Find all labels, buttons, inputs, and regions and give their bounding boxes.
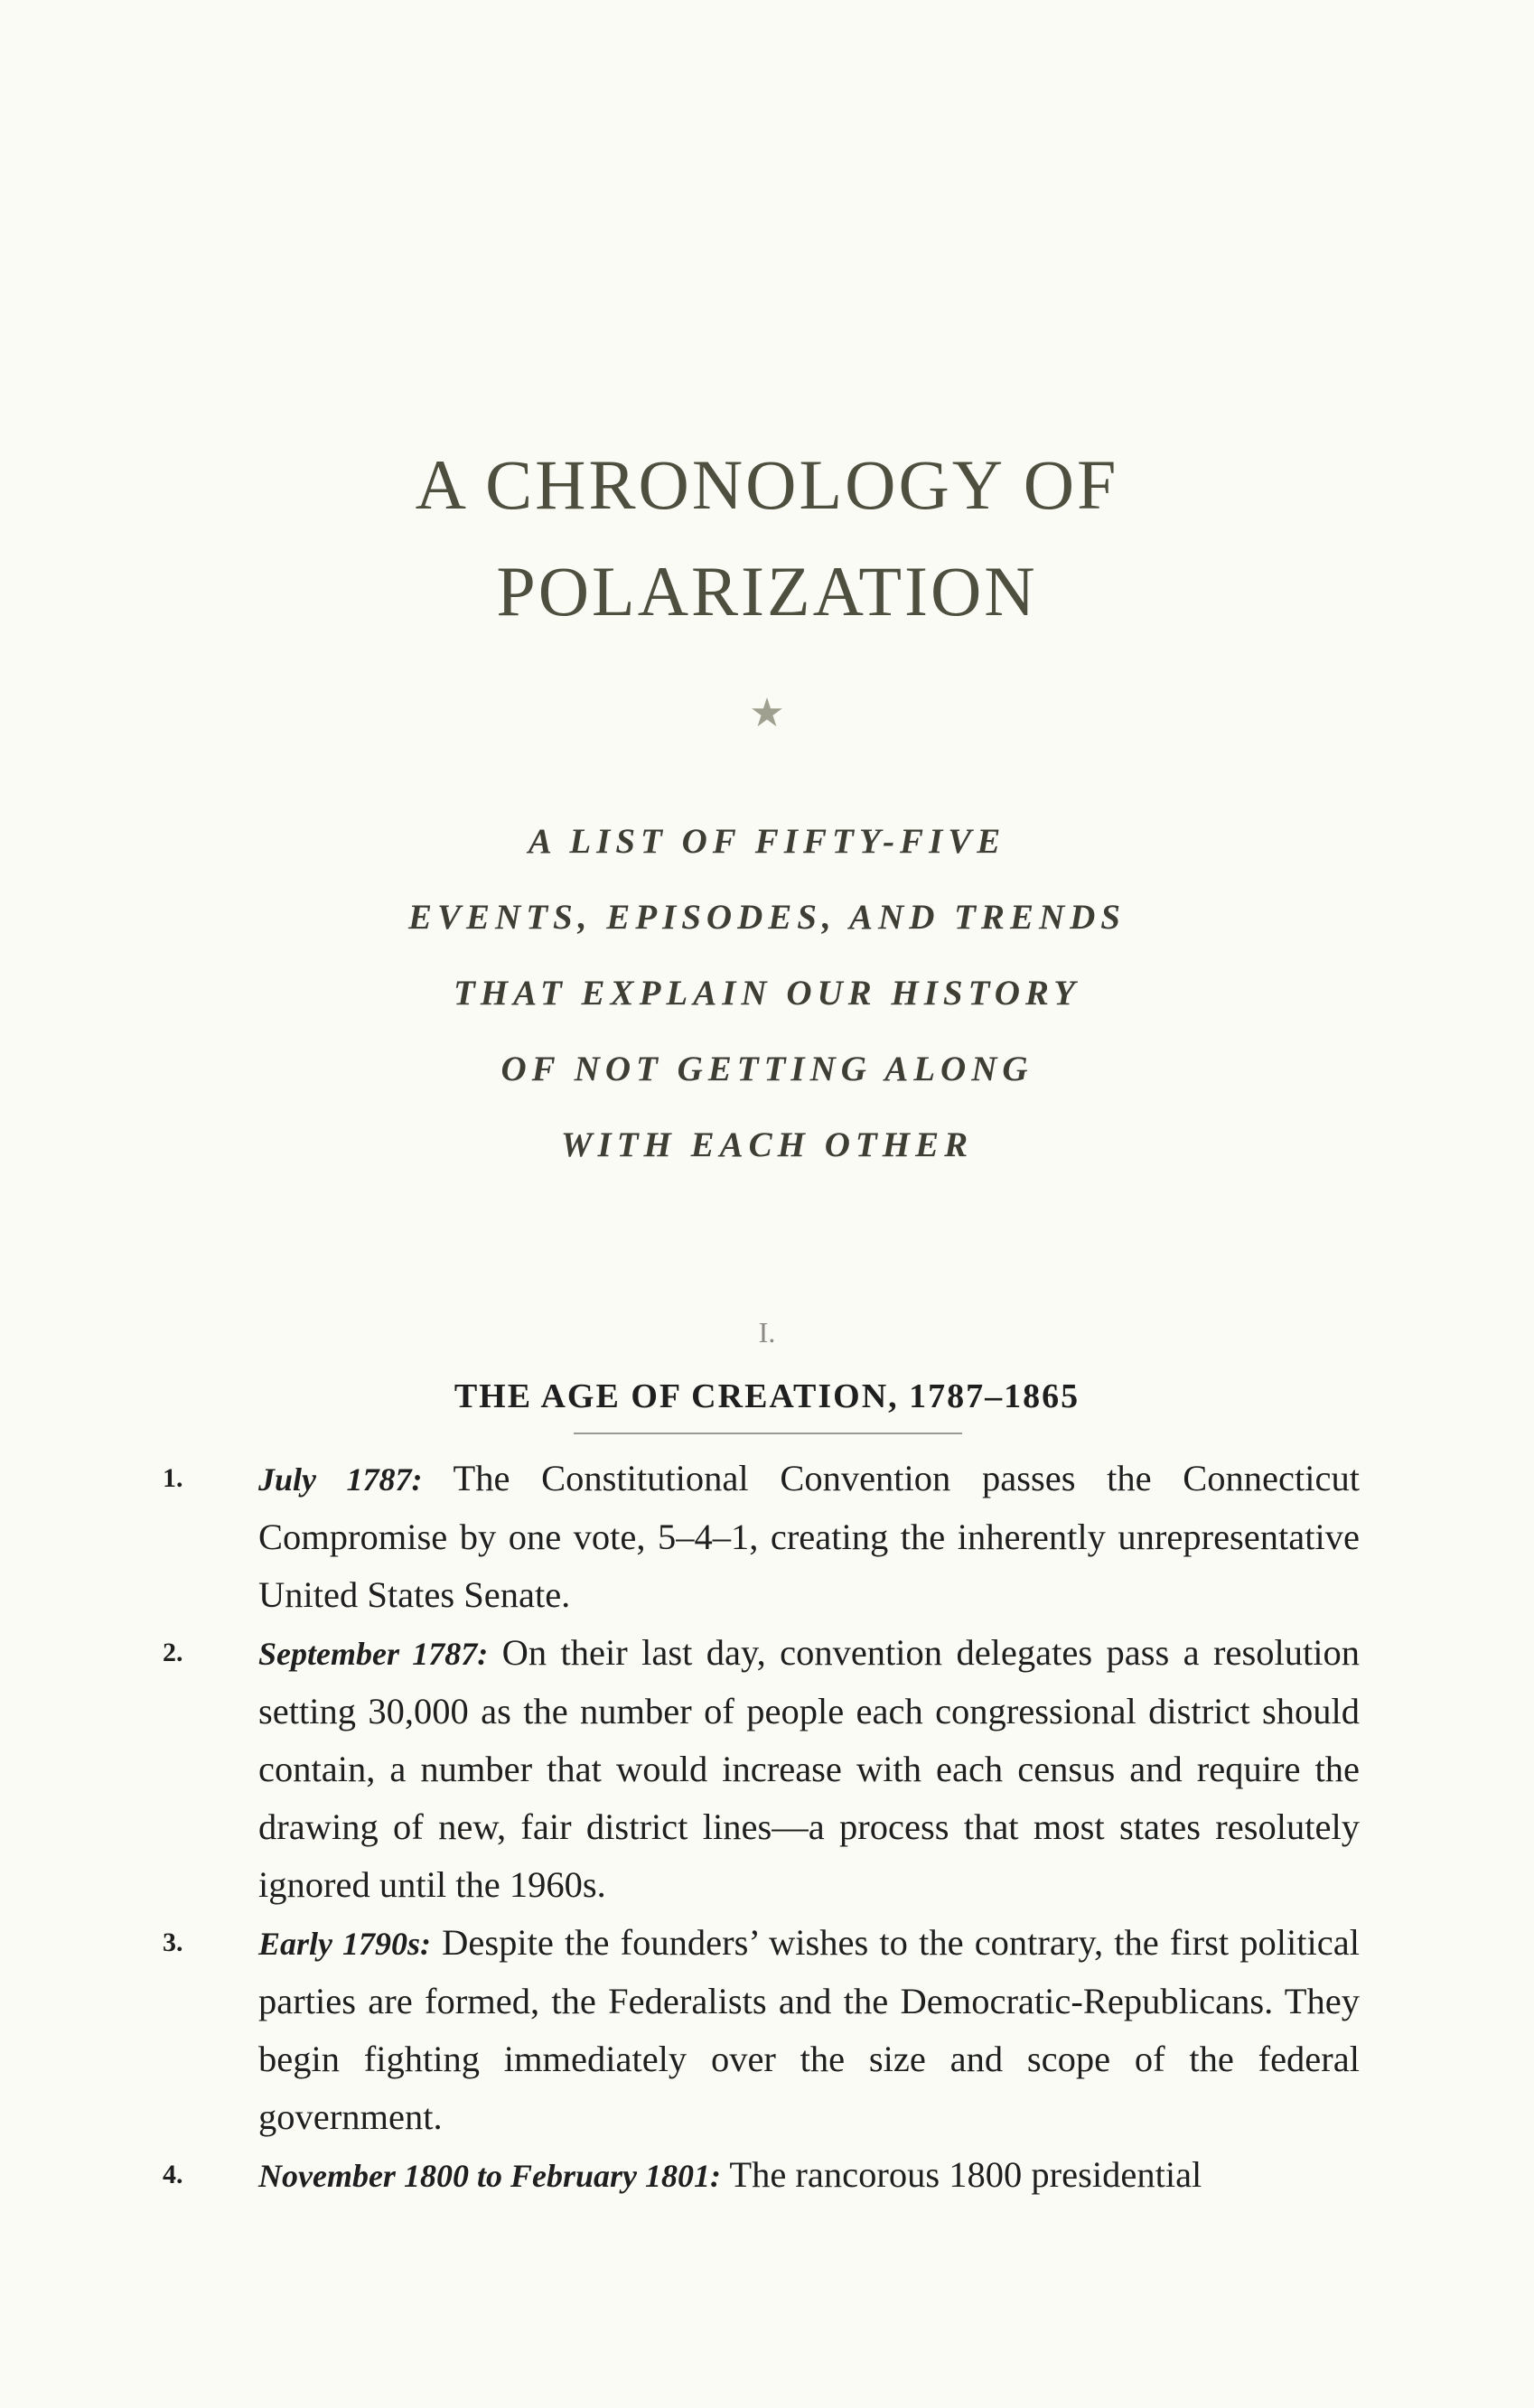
list-item [163,1624,1360,1914]
subtitle-line-4: OF NOT GETTING ALONG [500,1050,1034,1088]
part-title: THE AGE OF CREATION, 1787–1865 [454,1377,1080,1415]
chapter-title-line-2: POLARIZATION [496,552,1038,630]
list-item [163,2146,1360,2205]
chapter-subtitle [0,804,1534,1183]
chronology-list [163,1450,1360,2205]
star-ornament-icon: ★ [749,691,785,735]
item-date: July 1787: [258,1461,423,1498]
subtitle-line-5: WITH EACH OTHER [560,1125,974,1164]
subtitle-line-2: EVENTS, EPISODES, AND TRENDS [408,898,1126,937]
item-date: Early 1790s: [258,1926,432,1962]
part-title-divider [574,1433,962,1434]
part-number: I. [758,1316,776,1349]
item-number: 4. [163,2160,183,2189]
list-item [163,1450,1360,1624]
item-number: 2. [163,1638,183,1667]
item-text: On their last day, convention delegates pass a resolution setting 30,000 as the number of people each congressional district should contain, a number that would increase with each census and require the drawing of new, fair district lines—a process that most states resolutely ignored until the 1960s. [258,1632,1360,1905]
item-number: 3. [163,1927,183,1957]
item-text: Despite the founders’ wishes to the contrary, the first political parties are formed, the Federalists and the Democratic-Republicans. They begin fighting immediately over the size and scope of the federal government. [258,1922,1361,2137]
item-date: November 1800 to February 1801: [258,2158,721,2194]
item-text: The Constitutional Convention passes the Connecticut Compromise by one vote, 5–4–1, creating the inherently unrepresentative United States Senate. [258,1458,1360,1615]
chapter-title-line-1: A CHRONOLOGY OF [415,445,1119,524]
list-item [163,1914,1360,2146]
chapter-title [0,432,1534,645]
subtitle-line-3: THAT EXPLAIN OUR HISTORY [453,974,1081,1013]
item-date: September 1787: [258,1636,489,1672]
subtitle-line-1: A LIST OF FIFTY-FIVE [528,822,1006,861]
item-number: 1. [163,1463,183,1493]
item-text: The rancorous 1800 presidential [720,2154,1202,2195]
